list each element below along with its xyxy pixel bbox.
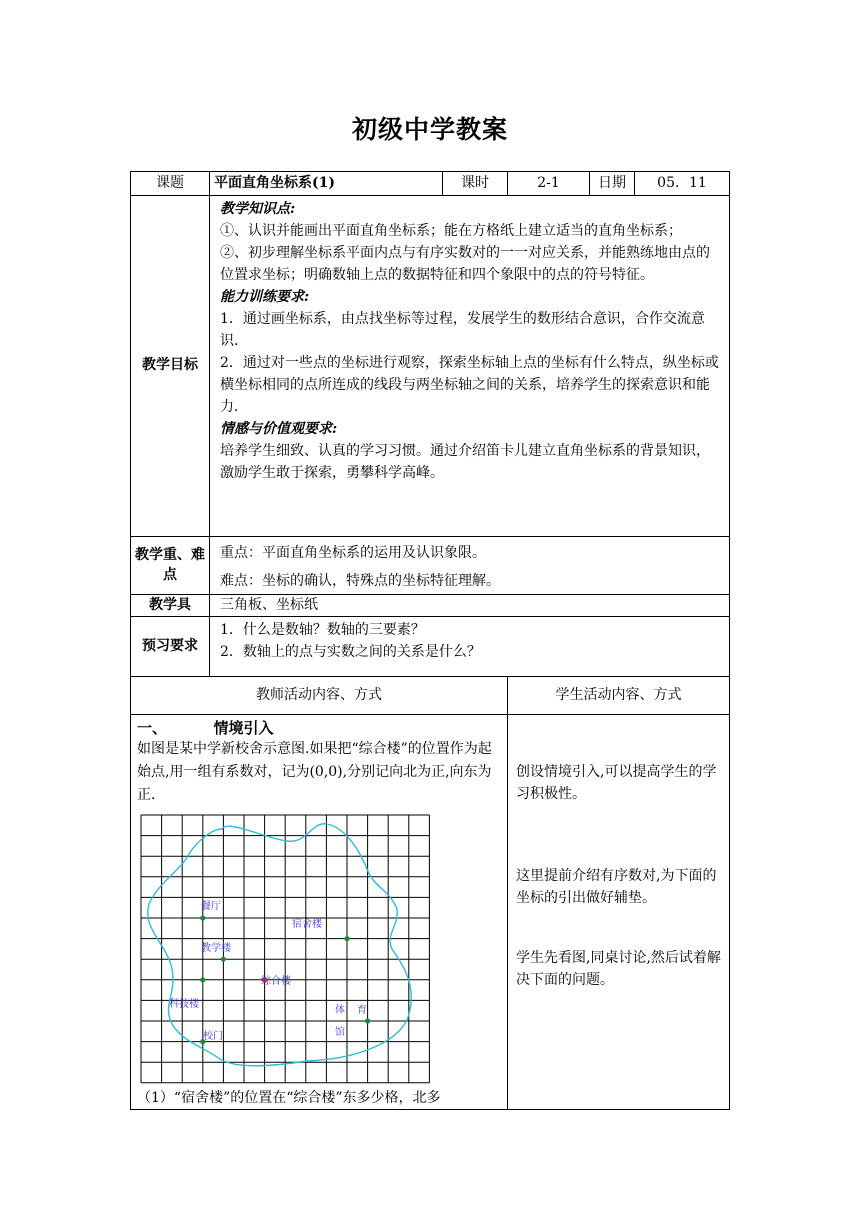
teacher-activity-cell (131, 715, 508, 1110)
student-note-1: 创设情境引入,可以提高学生的学习积极性。 (516, 764, 717, 802)
label-gate: 校门 (203, 1031, 223, 1042)
label-gym-2: 育 (357, 1005, 367, 1016)
topic-label: 课题 (131, 172, 210, 196)
value-item-1: 培养学生细致、认真的学习习惯。通过介绍笛卡儿建立直角坐标系的背景知识，激励学生敢于探索，勇攀科学高峰。 (220, 443, 710, 481)
lesson-plan-table (130, 171, 730, 1110)
teacher-activity-header: 教师活动内容、方式 (131, 677, 508, 715)
skill-heading: 能力训练要求: (220, 289, 310, 305)
difficulty: 难点：坐标的确认，特殊点的坐标特征理解。 (220, 573, 500, 589)
question-1: （1）“宿舍楼”的位置在“综合楼”东多少格，北多 (137, 1090, 441, 1106)
preview-item-1: 1．什么是数轴？数轴的三要素？ (220, 622, 425, 638)
dorm-point (344, 936, 349, 941)
value-heading: 情感与价值观要求: (220, 421, 338, 437)
topic-value: 平面直角坐标系(1) (210, 172, 443, 196)
focus-content (210, 537, 730, 595)
preview-label: 预习要求 (131, 617, 210, 677)
knowledge-heading: 教学知识点: (220, 201, 296, 217)
preview-row (131, 617, 730, 677)
label-teaching: 教学楼 (201, 943, 231, 954)
focus-label: 教学重、难点 (131, 537, 210, 595)
student-activity-cell (508, 715, 730, 1110)
label-dorm: 宿舍楼 (292, 919, 322, 930)
tech-point (200, 977, 205, 982)
map-grid (141, 815, 429, 1083)
gym-point (365, 1018, 370, 1023)
tools-row (131, 595, 730, 617)
focus-row (131, 537, 730, 595)
knowledge-item-2: ②、初步理解坐标系平面内点与有序实数对的一一对应关系，并能熟练地由点的位置求坐标；明确数轴上点的数据特征和四个象限中的点的符号特征。 (220, 245, 710, 283)
activity-header-row (131, 677, 730, 715)
page-title: 初级中学教案 (351, 115, 508, 144)
skill-item-2: 2．通过对一些点的坐标进行观察，探索坐标轴上点的坐标有什么特点，纵坐标或横坐标相同的点所连成的线段与两坐标轴之间的关系，培养学生的探索意识和能力． (220, 355, 719, 415)
campus-map-figure (127, 809, 497, 1089)
campus-map (127, 809, 497, 1089)
objectives-row (131, 196, 730, 537)
section-number: 一、 (137, 719, 168, 737)
label-tech: 科技楼 (169, 999, 199, 1010)
key-point: 重点：平面直角坐标系的运用及认识象限。 (220, 545, 486, 561)
period-label: 课时 (443, 172, 508, 196)
label-gym-1: 体 (335, 1005, 345, 1016)
date-label: 日期 (590, 172, 635, 196)
student-note-3: 学生先看图,同桌讨论,然后试着解决下面的问题。 (516, 950, 721, 988)
preview-content (210, 617, 730, 677)
section-title: 情境引入 (213, 719, 274, 737)
preview-item-2: 2．数轴上的点与实数之间的关系是什么？ (220, 644, 481, 660)
label-complex: 综合楼 (261, 976, 291, 987)
student-note-2: 这里提前介绍有序数对,为下面的坐标的引出做好辅垫。 (516, 868, 717, 906)
campus-outline (148, 824, 411, 1066)
label-gym-3: 馆 (335, 1027, 345, 1038)
period-value: 2-1 (508, 172, 590, 196)
objectives-label: 教学目标 (131, 196, 210, 537)
label-canteen: 餐厅 (201, 901, 221, 912)
date-value: 05．11 (635, 172, 730, 196)
header-row (131, 172, 730, 196)
tools-value: 三角板、坐标纸 (210, 595, 730, 617)
objectives-content (210, 196, 730, 537)
skill-item-1: 1．通过画坐标系，由点找坐标等过程，发展学生的数形结合意识，合作交流意识． (220, 311, 705, 349)
section-intro: 如图是某中学新校舍示意图.如果把“综合楼”的位置作为起始点,用一组有系数对，记为(0,0),分别记向北为正,向东为正． (137, 741, 492, 803)
teaching-point (221, 957, 226, 962)
activity-row (131, 715, 730, 1110)
tools-label: 教学具 (131, 595, 210, 617)
section-heading (137, 718, 501, 738)
canteen-point (200, 915, 205, 920)
student-activity-header: 学生活动内容、方式 (508, 677, 730, 715)
knowledge-item-1: ①、认识并能画出平面直角坐标系；能在方格纸上建立适当的直角坐标系； (220, 223, 682, 239)
